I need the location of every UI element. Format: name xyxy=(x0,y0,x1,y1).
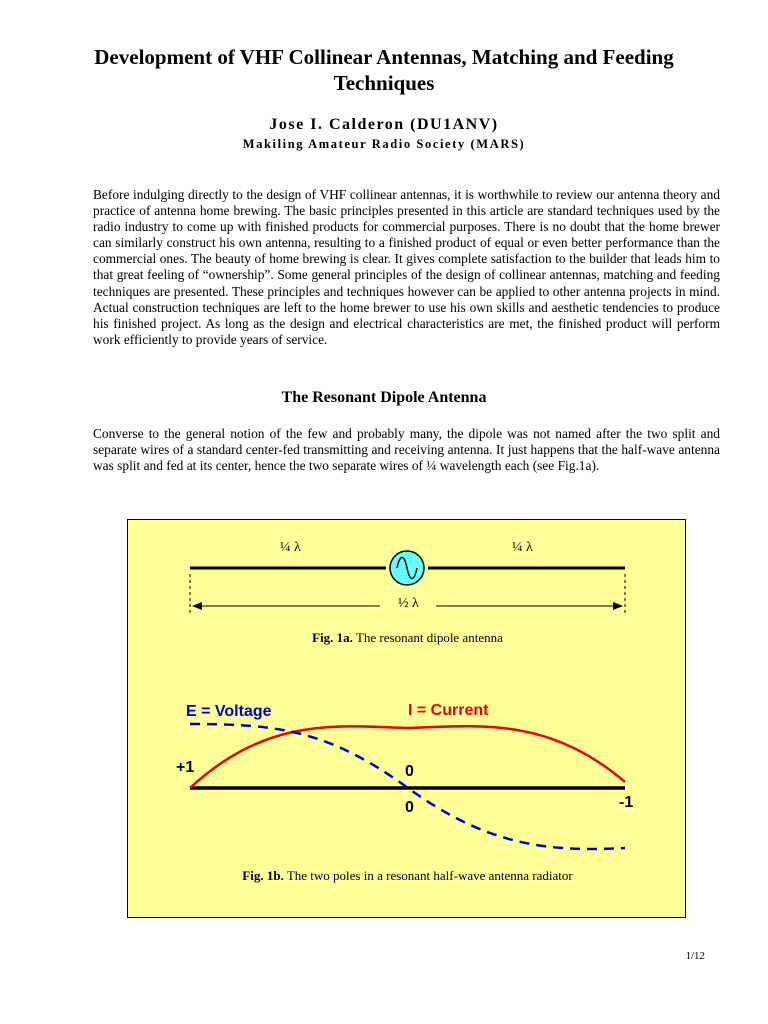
section-heading: The Resonant Dipole Antenna xyxy=(281,389,487,406)
document-title: Development of VHF Collinear Antennas, Matching and Feeding Techniques xyxy=(94,45,674,95)
figure-1-box xyxy=(127,519,686,918)
author-name: Jose I. Calderon (DU1ANV) xyxy=(269,116,499,133)
current-label: I = Current xyxy=(408,702,489,719)
author-affiliation: Makiling Amateur Radio Society (MARS) xyxy=(242,137,526,151)
ac-source-icon xyxy=(390,551,424,585)
minus-one-label: -1 xyxy=(619,794,634,811)
zero-top-label: 0 xyxy=(405,763,414,780)
half-wave-label: ½ λ xyxy=(395,596,422,612)
zero-bottom-label: 0 xyxy=(405,799,414,816)
fig-1a-caption: Fig. 1a. The resonant dipole antenna xyxy=(312,630,503,645)
right-quarter-wave-label: ¼ λ xyxy=(512,540,533,555)
voltage-label: E = Voltage xyxy=(186,703,272,720)
fig-1b-caption: Fig. 1b. The two poles in a resonant half-wave antenna radiator xyxy=(242,868,573,883)
left-quarter-wave-label: ¼ λ xyxy=(280,540,301,555)
section-paragraph: Converse to the general notion of the few and probably many, the dipole was not named after the two split and separate wires of a standard center-fed transmitting and receiving antenna. It just happens that the half-wave antenna was split and fed at its center, hence the two separate wires of ¼ wavelength each (see Fig.1a). xyxy=(93,426,720,474)
intro-paragraph: Before indulging directly to the design of VHF collinear antennas, it is worthwhile to review our antenna theory and practice of antenna home brewing. The basic principles presented in this article are standard techniques used by the radio industry to come up with finished products for commercial purposes. There is no doubt that the home brewer can similarly construct his own antenna, resulting to a finished product of equal or even better performance than the commercial ones. The beauty of home brewing is clear. It gives complete satisfaction to the builder that leads him to that great feeling of “ownership”. Some general principles of the design of collinear antennas, matching and feeding techniques are presented. These principles and techniques however can be applied to other antenna projects in mind. Actual construction techniques are left to the home brewer to use his own skills and aesthetic tendencies to produce his finished project. As long as the design and electrical characteristics are met, the finished product will perform work efficiently to provide years of service. xyxy=(93,187,720,347)
page-number: 1/12 xyxy=(685,950,705,962)
plus-one-label: +1 xyxy=(176,759,195,776)
